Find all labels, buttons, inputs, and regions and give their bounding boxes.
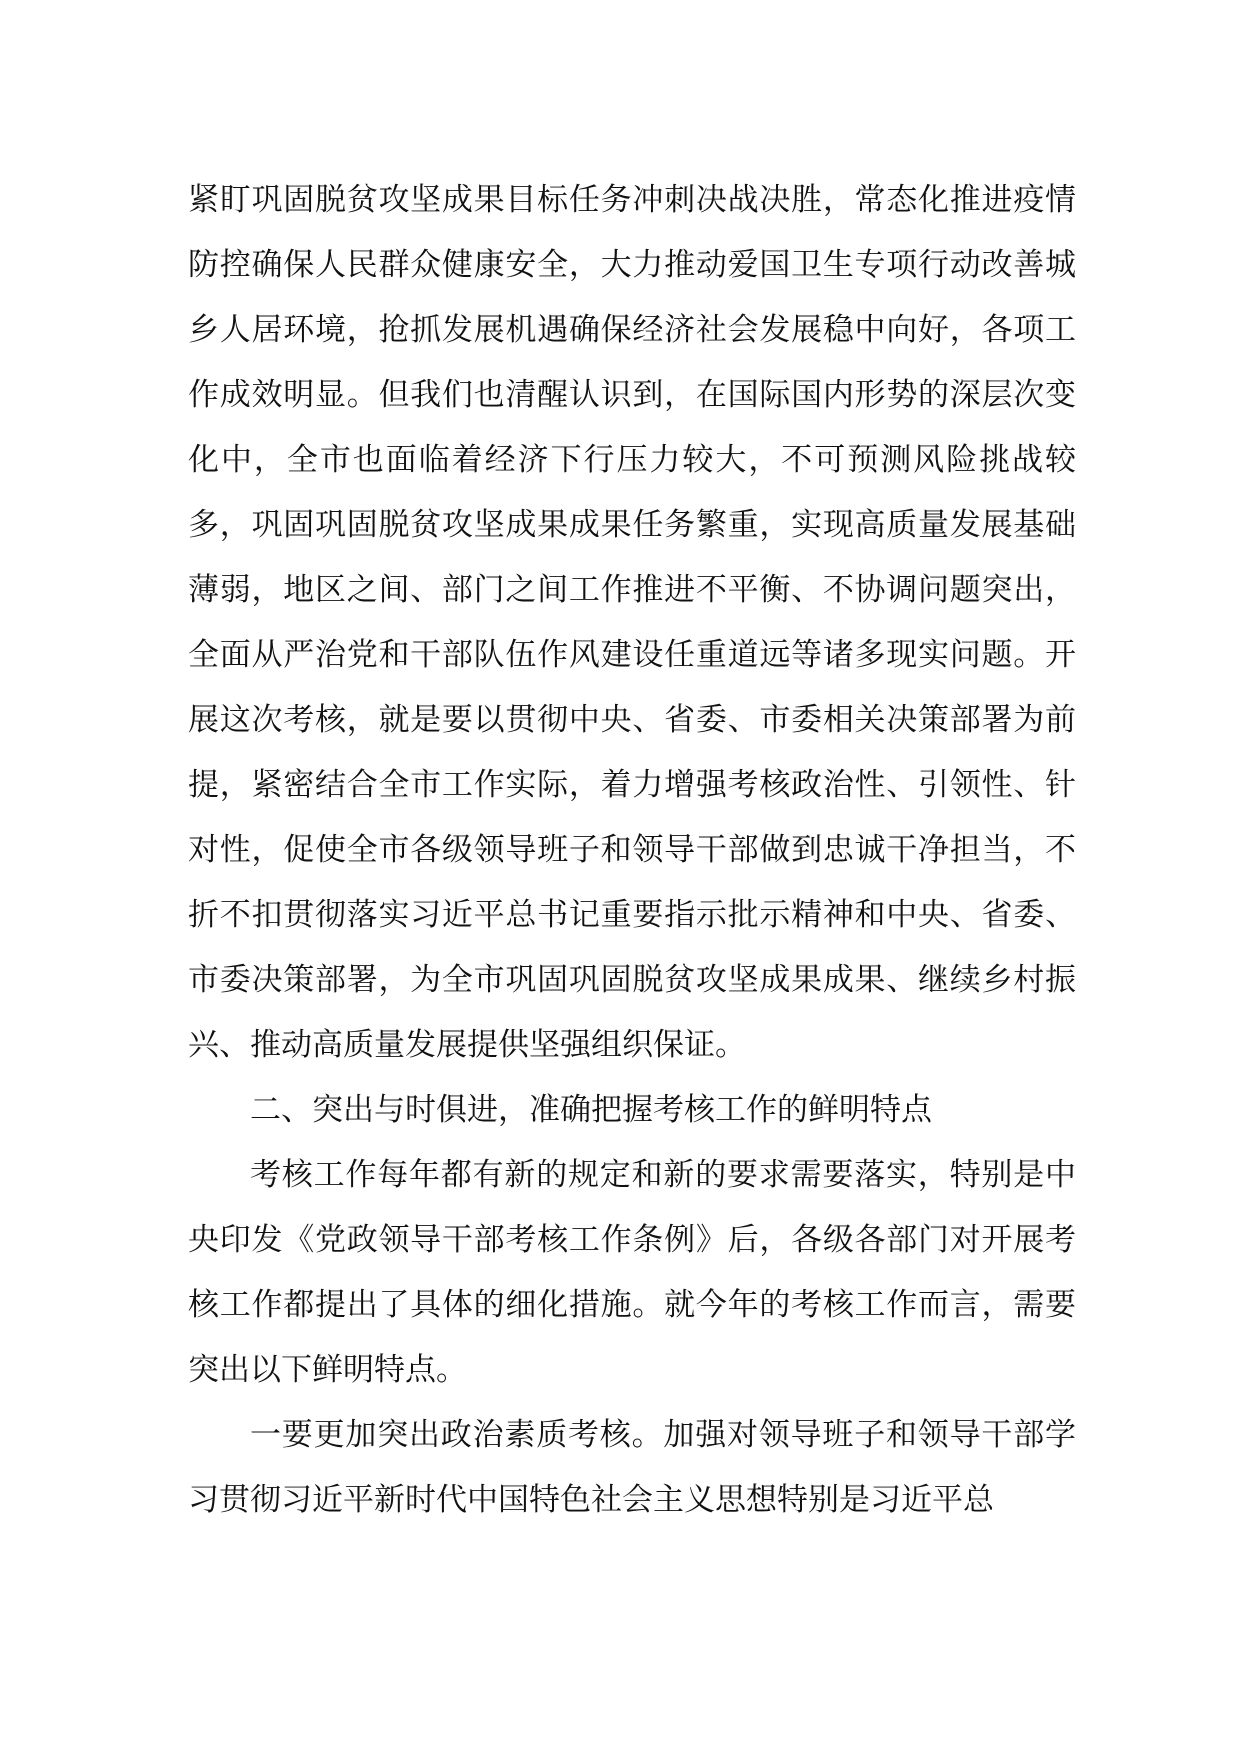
paragraph-intro: 考核工作每年都有新的规定和新的要求需要落实，特别是中央印发《党政领导干部考核工作条例》后，各级各部门对开展考核工作都提出了具体的细化措施。就今年的考核工作而言，需要突出以下鲜明特点。	[188, 1157, 1076, 1388]
paragraph-continuation: 紧盯巩固脱贫攻坚成果目标任务冲刺决战决胜，常态化推进疫情防控确保人民群众健康安全，大力推动爱国卫生专项行动改善城乡人居环境，抢抓发展机遇确保经济社会发展稳中向好，各项工作成效明显。但我们也清醒认识到，在国际国内形势的深层次变化中，全市也面临着经济下行压力较大，不可预测风险挑战较多，巩固巩固脱贫攻坚成果成果任务繁重，实现高质量发展基础薄弱，地区之间、部门之间工作推进不平衡、不协调问题突出，全面从严治党和干部队伍作风建设任重道远等诸多现实问题。开展这次考核，就是要以贯彻中央、省委、市委相关决策部署为前提，紧密结合全市工作实际，着力增强考核政治性、引领性、针对性，促使全市各级领导班子和领导干部做到忠诚干净担当，不折不扣贯彻落实习近平总书记重要指示批示精神和中央、省委、市委决策部署，为全市巩固巩固脱贫攻坚成果成果、继续乡村振兴、推动高质量发展提供坚强组织保证。	[188, 182, 1076, 1063]
section-heading: 二、突出与时俱进，准确把握考核工作的鲜明特点	[250, 1092, 932, 1128]
document-body	[188, 168, 1076, 1533]
paragraph-point-one: 一要更加突出政治素质考核。加强对领导班子和领导干部学习贯彻习近平新时代中国特色社会主义思想特别是习近平总	[188, 1417, 1076, 1518]
